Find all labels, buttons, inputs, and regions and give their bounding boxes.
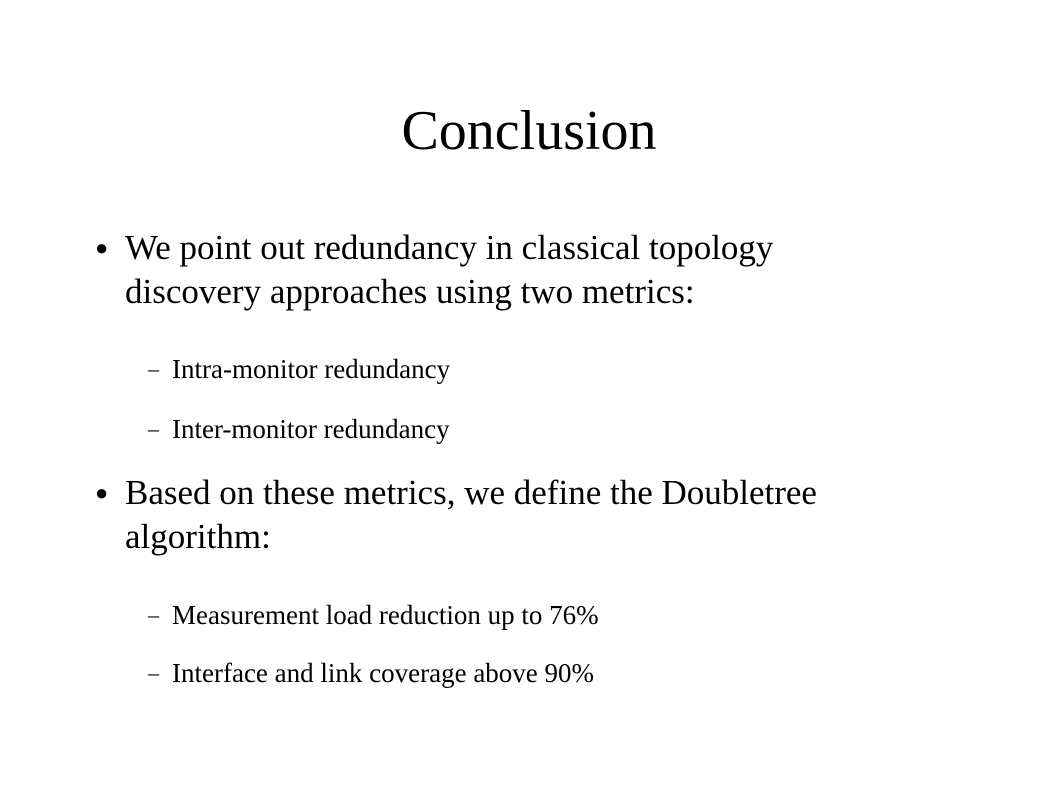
sub-item-1-1 [148, 352, 992, 386]
sub-item-2-2 [148, 656, 992, 690]
sub-item-text: Inter-monitor redundancy [172, 414, 450, 444]
dash-marker-icon: – [148, 416, 159, 441]
dash-marker-icon: – [148, 660, 159, 685]
bullet-item-2 [95, 471, 1005, 559]
bullet-marker-icon: ● [95, 235, 109, 260]
bullet-line: discovery approaches using two metrics: [125, 272, 695, 311]
sub-item-text: Interface and link coverage above 90% [172, 658, 595, 688]
dash-marker-icon: – [148, 356, 159, 381]
slide-title: Conclusion [401, 100, 657, 162]
bullet-marker-icon: ● [95, 480, 109, 505]
sub-item-2-1 [148, 598, 992, 632]
sub-item-text: Intra-monitor redundancy [172, 354, 451, 384]
sub-item-1-2 [148, 412, 992, 446]
sub-item-text: Measurement load reduction up to 76% [172, 600, 599, 630]
bullet-line: We point out redundancy in classical topology [125, 228, 774, 267]
dash-marker-icon: – [148, 602, 159, 627]
bullet-line: algorithm: [125, 517, 271, 556]
bullet-item-1 [95, 226, 1005, 314]
bullet-line: Based on these metrics, we define the Doubletree [125, 473, 817, 512]
